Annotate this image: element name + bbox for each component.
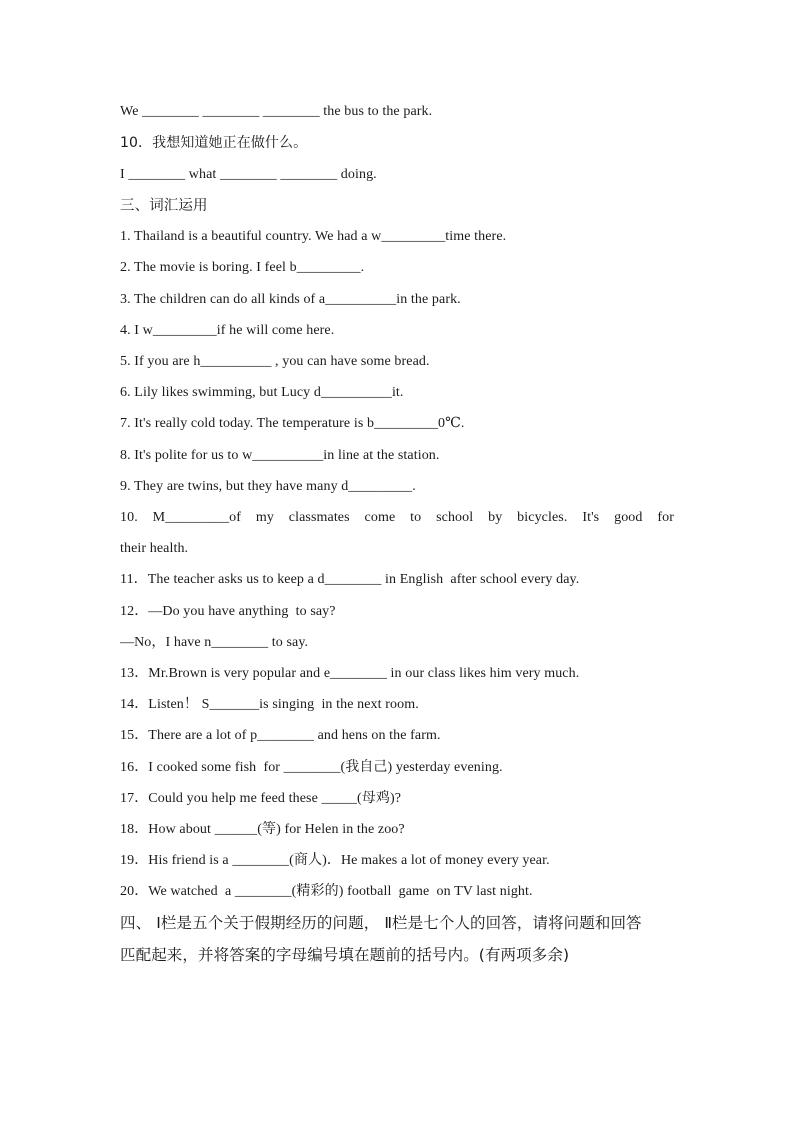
translation-question-10: 10．我想知道她正在做什么。 (120, 135, 308, 151)
vocab-item-12-question: 12．—Do you have anything to say? (120, 604, 336, 619)
vocab-item-7: 7. It's really cold today. The temperature is b_________0℃. (120, 416, 465, 431)
vocab-item-20: 20．We watched a ________(精彩的) football game on TV last night. (120, 884, 533, 899)
section-4-instruction-line-2: 匹配起来，并将答案的字母编号填在题前的括号内。(有两项多余) (120, 946, 570, 964)
vocab-item-11: 11．The teacher asks us to keep a d________ in English after school every day. (120, 572, 580, 587)
section-4-instruction-line-1: 四、 Ⅰ栏是五个关于假期经历的问题， Ⅱ栏是七个人的回答，请将问题和回答 (120, 914, 642, 932)
vocab-item-1: 1. Thailand is a beautiful country. We had a w_________time there. (120, 229, 507, 244)
vocab-item-10-line-1: 10. M_________of my classmates come to school by bicycles. It's good for (120, 510, 674, 525)
vocab-item-6: 6. Lily likes swimming, but Lucy d__________it. (120, 385, 404, 400)
vocab-item-17: 17．Could you help me feed these _____(母鸡)? (120, 791, 402, 806)
section-heading-vocabulary: 三、词汇运用 (120, 198, 208, 214)
vocab-item-5: 5. If you are h__________ , you can have some bread. (120, 354, 430, 369)
vocab-item-15: 15．There are a lot of p________ and hens on the farm. (120, 728, 441, 743)
vocab-item-19: 19．His friend is a ________(商人)．He makes a lot of money every year. (120, 853, 550, 868)
vocab-item-14: 14．Listen！ S_______is singing in the next room. (120, 697, 419, 712)
vocab-item-9: 9. They are twins, but they have many d_________. (120, 479, 416, 494)
translation-line-10-answer: I ________ what ________ ________ doing. (120, 167, 377, 182)
translation-line-9-answer: We ________ ________ ________ the bus to the park. (120, 104, 433, 119)
vocab-item-3: 3. The children can do all kinds of a__________in the park. (120, 292, 461, 307)
vocab-item-13: 13．Mr.Brown is very popular and e________ in our class likes him very much. (120, 666, 580, 681)
vocab-item-4: 4. I w_________if he will come here. (120, 323, 335, 338)
vocab-item-10-line-2: their health. (120, 541, 189, 556)
vocab-item-12-answer: —No，I have n________ to say. (120, 635, 309, 650)
vocab-item-2: 2. The movie is boring. I feel b_________. (120, 260, 365, 275)
vocab-item-16: 16．I cooked some fish for ________(我自己) yesterday evening. (120, 760, 503, 775)
vocab-item-8: 8. It's polite for us to w__________in line at the station. (120, 448, 440, 463)
vocab-item-18: 18．How about ______(等) for Helen in the zoo? (120, 822, 405, 837)
